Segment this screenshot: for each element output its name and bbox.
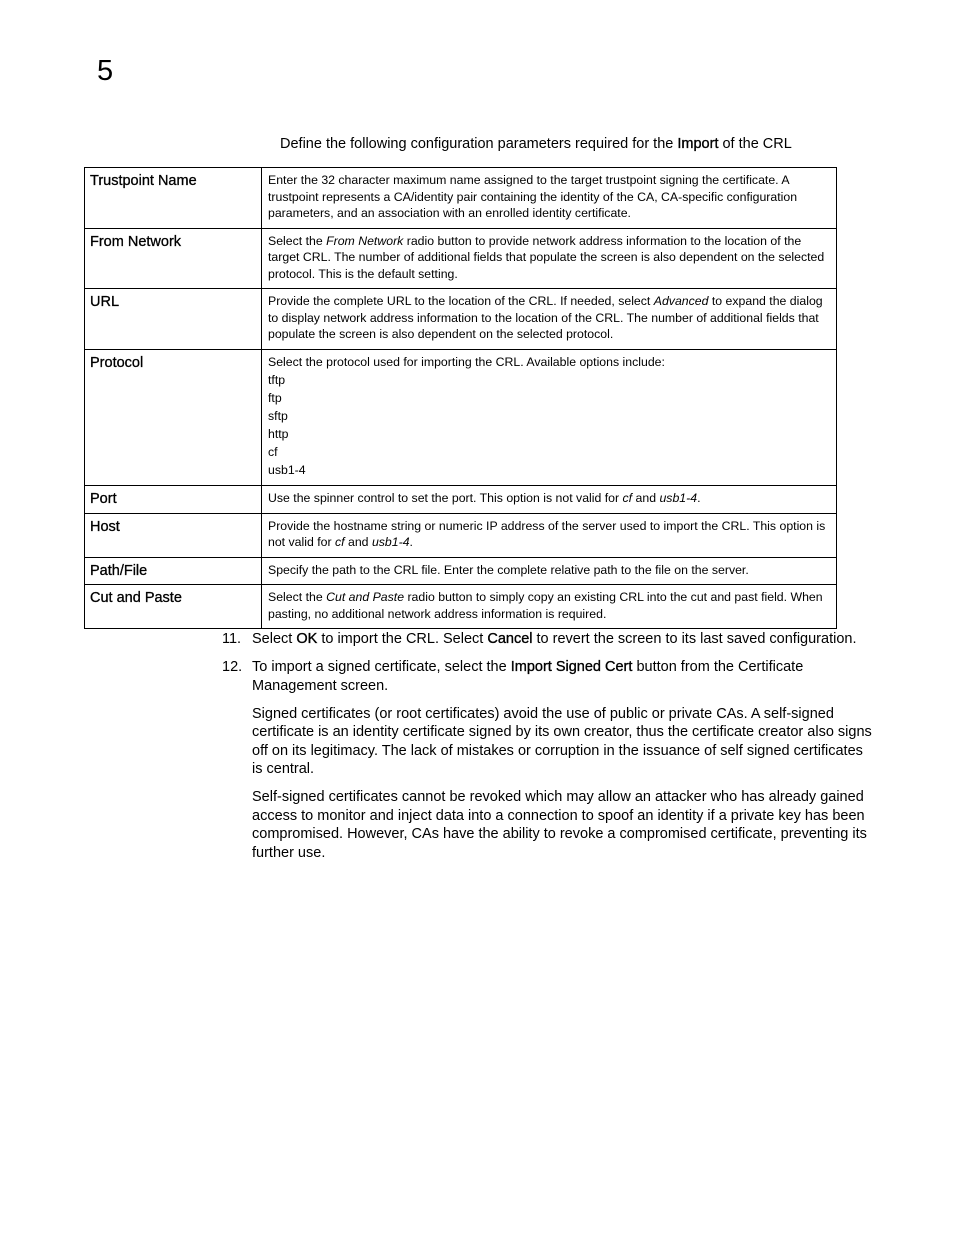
- table-row: [85, 168, 837, 229]
- desc-text: and: [632, 491, 660, 505]
- desc-emphasis: Advanced: [653, 294, 709, 308]
- list-item: http: [268, 427, 289, 441]
- table-row: [85, 585, 837, 629]
- param-description: [262, 349, 837, 486]
- table-row: [85, 557, 837, 585]
- list-item: cf: [268, 445, 278, 459]
- self-signed-certificates-paragraph: Self-signed certificates cannot be revoked which may allow an attacker who has already gained access to monitor and inject data into a connection to spoof an identity if a private key has been compromised. However, CAs have the ability to revoke a compromised certificate, preventing its further use.: [252, 789, 867, 861]
- table-row: [85, 349, 837, 486]
- desc-emphasis: usb1-4: [371, 535, 410, 549]
- desc-emphasis: cf: [335, 535, 345, 549]
- param-name: Path/File: [85, 557, 262, 585]
- step-11: [222, 630, 872, 649]
- desc-text: and: [344, 535, 372, 549]
- step-text-part: Select: [252, 631, 297, 647]
- step-text-part: To import a signed certificate, select the: [252, 659, 511, 675]
- desc-text: to expand the dialog to display network address information to the location of the CRL. The number of additional fields that populate the screen is also dependent on the selected protocol.: [268, 294, 823, 341]
- list-item: sftp: [268, 409, 288, 423]
- param-name: Trustpoint Name: [85, 168, 262, 229]
- step-number: 12.: [222, 659, 243, 675]
- table-row: [85, 289, 837, 350]
- desc-text: Provide the hostname string or numeric IP address of the server used to import the CRL. This option is not valid for: [268, 518, 826, 549]
- procedure-steps: [222, 630, 872, 872]
- protocol-options-list: [268, 371, 830, 479]
- param-name: From Network: [85, 228, 262, 289]
- param-description: [262, 486, 837, 514]
- desc-text: Select the: [268, 590, 327, 604]
- desc-text: Select the protocol used for importing the CRL. Available options include:: [268, 354, 665, 369]
- intro-text-after: of the CRL: [718, 136, 792, 152]
- list-item: usb1-4: [268, 463, 306, 477]
- param-description: [262, 513, 837, 557]
- param-description: [262, 228, 837, 289]
- desc-emphasis: usb1-4: [659, 491, 698, 505]
- step-text: [252, 658, 872, 695]
- param-description: Enter the 32 character maximum name assigned to the target trustpoint signing the certificate. A trustpoint represents a CA/identity pair containing the identity of the CA, CA-specific configuration parameters, and an association with an enrolled identity certificate.: [262, 168, 837, 229]
- param-name: Host: [85, 513, 262, 557]
- table-intro: [280, 135, 792, 153]
- param-name: Cut and Paste: [85, 585, 262, 629]
- param-description: [262, 585, 837, 629]
- list-item: ftp: [268, 391, 282, 405]
- desc-text: radio button to provide network address information to the location of the target CRL. The number of additional fields that populate the screen is also dependent on the selected protocol. This is the default setting.: [268, 233, 825, 281]
- crl-import-parameters-table: [84, 167, 837, 629]
- cancel-button-reference: Cancel: [487, 631, 533, 647]
- signed-certificates-paragraph: Signed certificates (or root certificates) avoid the use of public or private CAs. A self-signed certificate is an identity certificate signed by its own creator, thus the certificate creator also signs off on its legitimacy. The lack of mistakes or corruption in the issuance of self signed certificates is central.: [252, 705, 872, 777]
- desc-text: Select the: [268, 233, 327, 248]
- step-12: [222, 658, 872, 695]
- param-name: URL: [85, 289, 262, 350]
- desc-emphasis: From Network: [326, 233, 404, 248]
- intro-text-before: Define the following configuration parameters required for the: [280, 136, 678, 152]
- param-name: Protocol: [85, 349, 262, 486]
- import-signed-cert-button-reference: Import Signed Cert: [510, 659, 633, 675]
- desc-emphasis: Cut and Paste: [326, 590, 405, 604]
- param-description: Specify the path to the CRL file. Enter the complete relative path to the file on the server.: [262, 557, 837, 585]
- chapter-number: 5: [97, 55, 114, 87]
- step-text: [252, 630, 872, 649]
- step-text-part: button from the Certificate Management screen.: [252, 659, 804, 694]
- desc-text: Use the spinner control to set the port. This option is not valid for: [268, 491, 623, 505]
- step-text-part: to import the CRL. Select: [317, 631, 488, 647]
- desc-text: .: [697, 491, 701, 505]
- intro-text-strong: Import: [677, 136, 719, 152]
- param-name: Port: [85, 486, 262, 514]
- desc-text: radio button to simply copy an existing CRL into the cut and past field. When pasting, no additional network address information is required.: [268, 590, 823, 621]
- table-row: [85, 486, 837, 514]
- table-row: [85, 228, 837, 289]
- ok-button-reference: OK: [296, 631, 318, 647]
- param-description: [262, 289, 837, 350]
- step-text-part: to revert the screen to its last saved configuration.: [532, 631, 857, 647]
- desc-text: .: [409, 535, 413, 549]
- list-item: tftp: [268, 373, 286, 387]
- step-number: 11.: [222, 631, 242, 647]
- desc-text: Provide the complete URL to the location of the CRL. If needed, select: [268, 294, 654, 308]
- desc-emphasis: cf: [622, 491, 633, 505]
- table-row: [85, 513, 837, 557]
